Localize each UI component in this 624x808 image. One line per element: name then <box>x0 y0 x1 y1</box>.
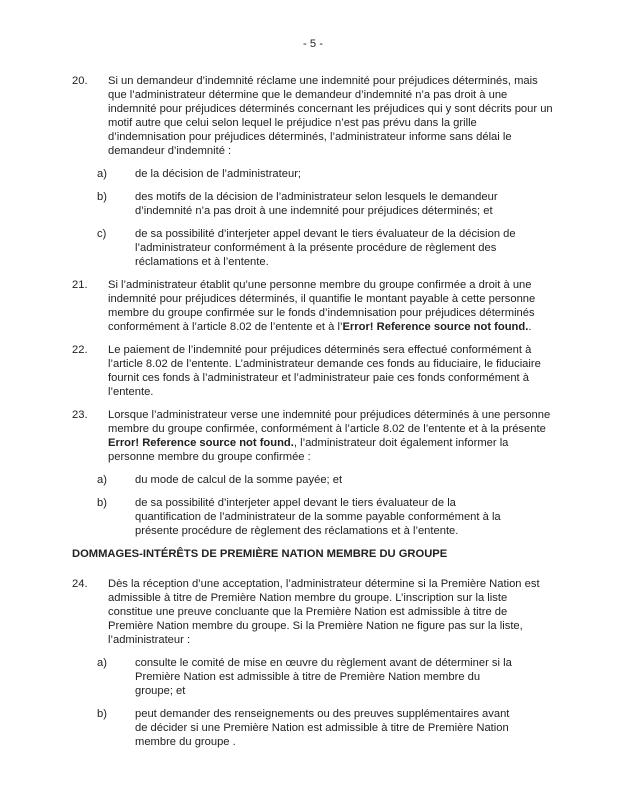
list-item-23b <box>97 496 554 538</box>
list-item-20a <box>97 167 554 181</box>
paragraph-number: 22. <box>72 344 88 356</box>
list-marker: a) <box>97 168 107 180</box>
list-item-20b <box>97 190 554 218</box>
paragraph-21 <box>72 278 554 334</box>
paragraph-number: 24. <box>72 578 88 590</box>
paragraph-number: 23. <box>72 409 88 421</box>
list-item-text: de sa possibilité d’interjeter appel devant le tiers évaluateur de la quantification de l’administrateur de la somme payable conformément à la présente procédure de règlement des réclamations et à l’entente. <box>135 497 501 537</box>
page-number: - 5 - <box>303 38 323 50</box>
paragraph-text: Si un demandeur d’indemnité réclame une indemnité pour préjudices déterminés, mais que l’administrateur détermine que le demandeur d’indemnité n’a pas droit à une indemnité pour préjudices déterminés concernant les préjudices qui y sont décrits pour un motif autre que celui selon lequel le préjudice n’est pas prévu dans la grille d’indemnisation pour préjudices déterminés, l’administrateur informe sans délai le demandeur d’indemnité : <box>108 75 553 157</box>
list-marker: c) <box>97 228 107 240</box>
error-reference-text: Error! Reference source not found. <box>108 437 294 449</box>
paragraph-number: 20. <box>72 75 88 87</box>
paragraph-number: 21. <box>72 279 88 291</box>
paragraph-22 <box>72 343 554 399</box>
text-run: , l’administrateur doit également informer la personne membre du groupe confirmée : <box>108 437 509 463</box>
section-heading: DOMMAGES-INTÉRÊTS DE PREMIÈRE NATION MEMBRE DU GROUPE <box>72 548 448 560</box>
list-item-text: peut demander des renseignements ou des preuves supplémentaires avant de décider si une Première Nation est admissible à titre de Première Nation membre du groupe . <box>135 708 510 748</box>
list-marker: b) <box>97 497 107 509</box>
paragraph-text: Dès la réception d’une acceptation, l’administrateur détermine si la Première Nation est admissible à titre de Première Nation membre du groupe. L’inscription sur la liste constitue une preuve concluante que la Première Nation est admissible à titre de Première Nation membre du groupe. Si la Première Nation ne figure pas sur la liste, l’administrateur : <box>108 578 540 646</box>
list-marker: a) <box>97 657 107 669</box>
list-item-24b <box>97 707 554 749</box>
paragraph-24 <box>72 577 554 647</box>
list-item-text: de sa possibilité d’interjeter appel devant le tiers évaluateur de la décision de l’administrateur conformément à la présente procédure de règlement des réclamations et à l’entente. <box>135 228 516 268</box>
paragraph-text <box>108 278 554 334</box>
list-item-text: des motifs de la décision de l’administrateur selon lesquels le demandeur d’indemnité n’a pas droit à une indemnité pour préjudices déterminés; et <box>135 191 498 217</box>
paragraph-text: Le paiement de l’indemnité pour préjudices déterminés sera effectué conformément à l’article 8.02 de l’entente. L’administrateur demande ces fonds au fiduciaire, le fiduciaire fournit ces fonds à l’administrateur et l’administrateur paie ces fonds conformément à l’entente. <box>108 344 541 398</box>
paragraph-23 <box>72 408 554 464</box>
list-marker: a) <box>97 474 107 486</box>
list-item-23a <box>97 473 554 487</box>
paragraph-text <box>108 408 554 464</box>
error-reference-text: Error! Reference source not found. <box>342 321 529 333</box>
list-item-24a <box>97 656 554 698</box>
list-item-20c <box>97 227 554 269</box>
list-item-text: du mode de calcul de la somme payée; et <box>135 474 343 486</box>
list-item-text: de la décision de l’administrateur; <box>135 168 302 180</box>
text-run: Si l’administrateur établit qu’une personne membre du groupe confirmée a droit à une indemnité pour préjudices déterminés, il quantifie le montant payable à cette personne membre du groupe confirmée sur le fonds d’indemnisation pour préjudices déterminés conformément à l’article 8.02 de l’entente et à l’ <box>108 279 536 333</box>
list-marker: b) <box>97 191 107 203</box>
list-item-text: consulte le comité de mise en œuvre du règlement avant de déterminer si la Première Nation est admissible à titre de Première Nation membre du groupe; et <box>135 657 512 697</box>
text-run: . <box>528 321 532 333</box>
list-marker: b) <box>97 708 107 720</box>
text-run: Lorsque l’administrateur verse une indemnité pour préjudices déterminés à une personne membre du groupe confirmée, conformément à l’article 8.02 de l’entente et à la présente <box>108 409 551 435</box>
paragraph-20 <box>72 74 554 158</box>
